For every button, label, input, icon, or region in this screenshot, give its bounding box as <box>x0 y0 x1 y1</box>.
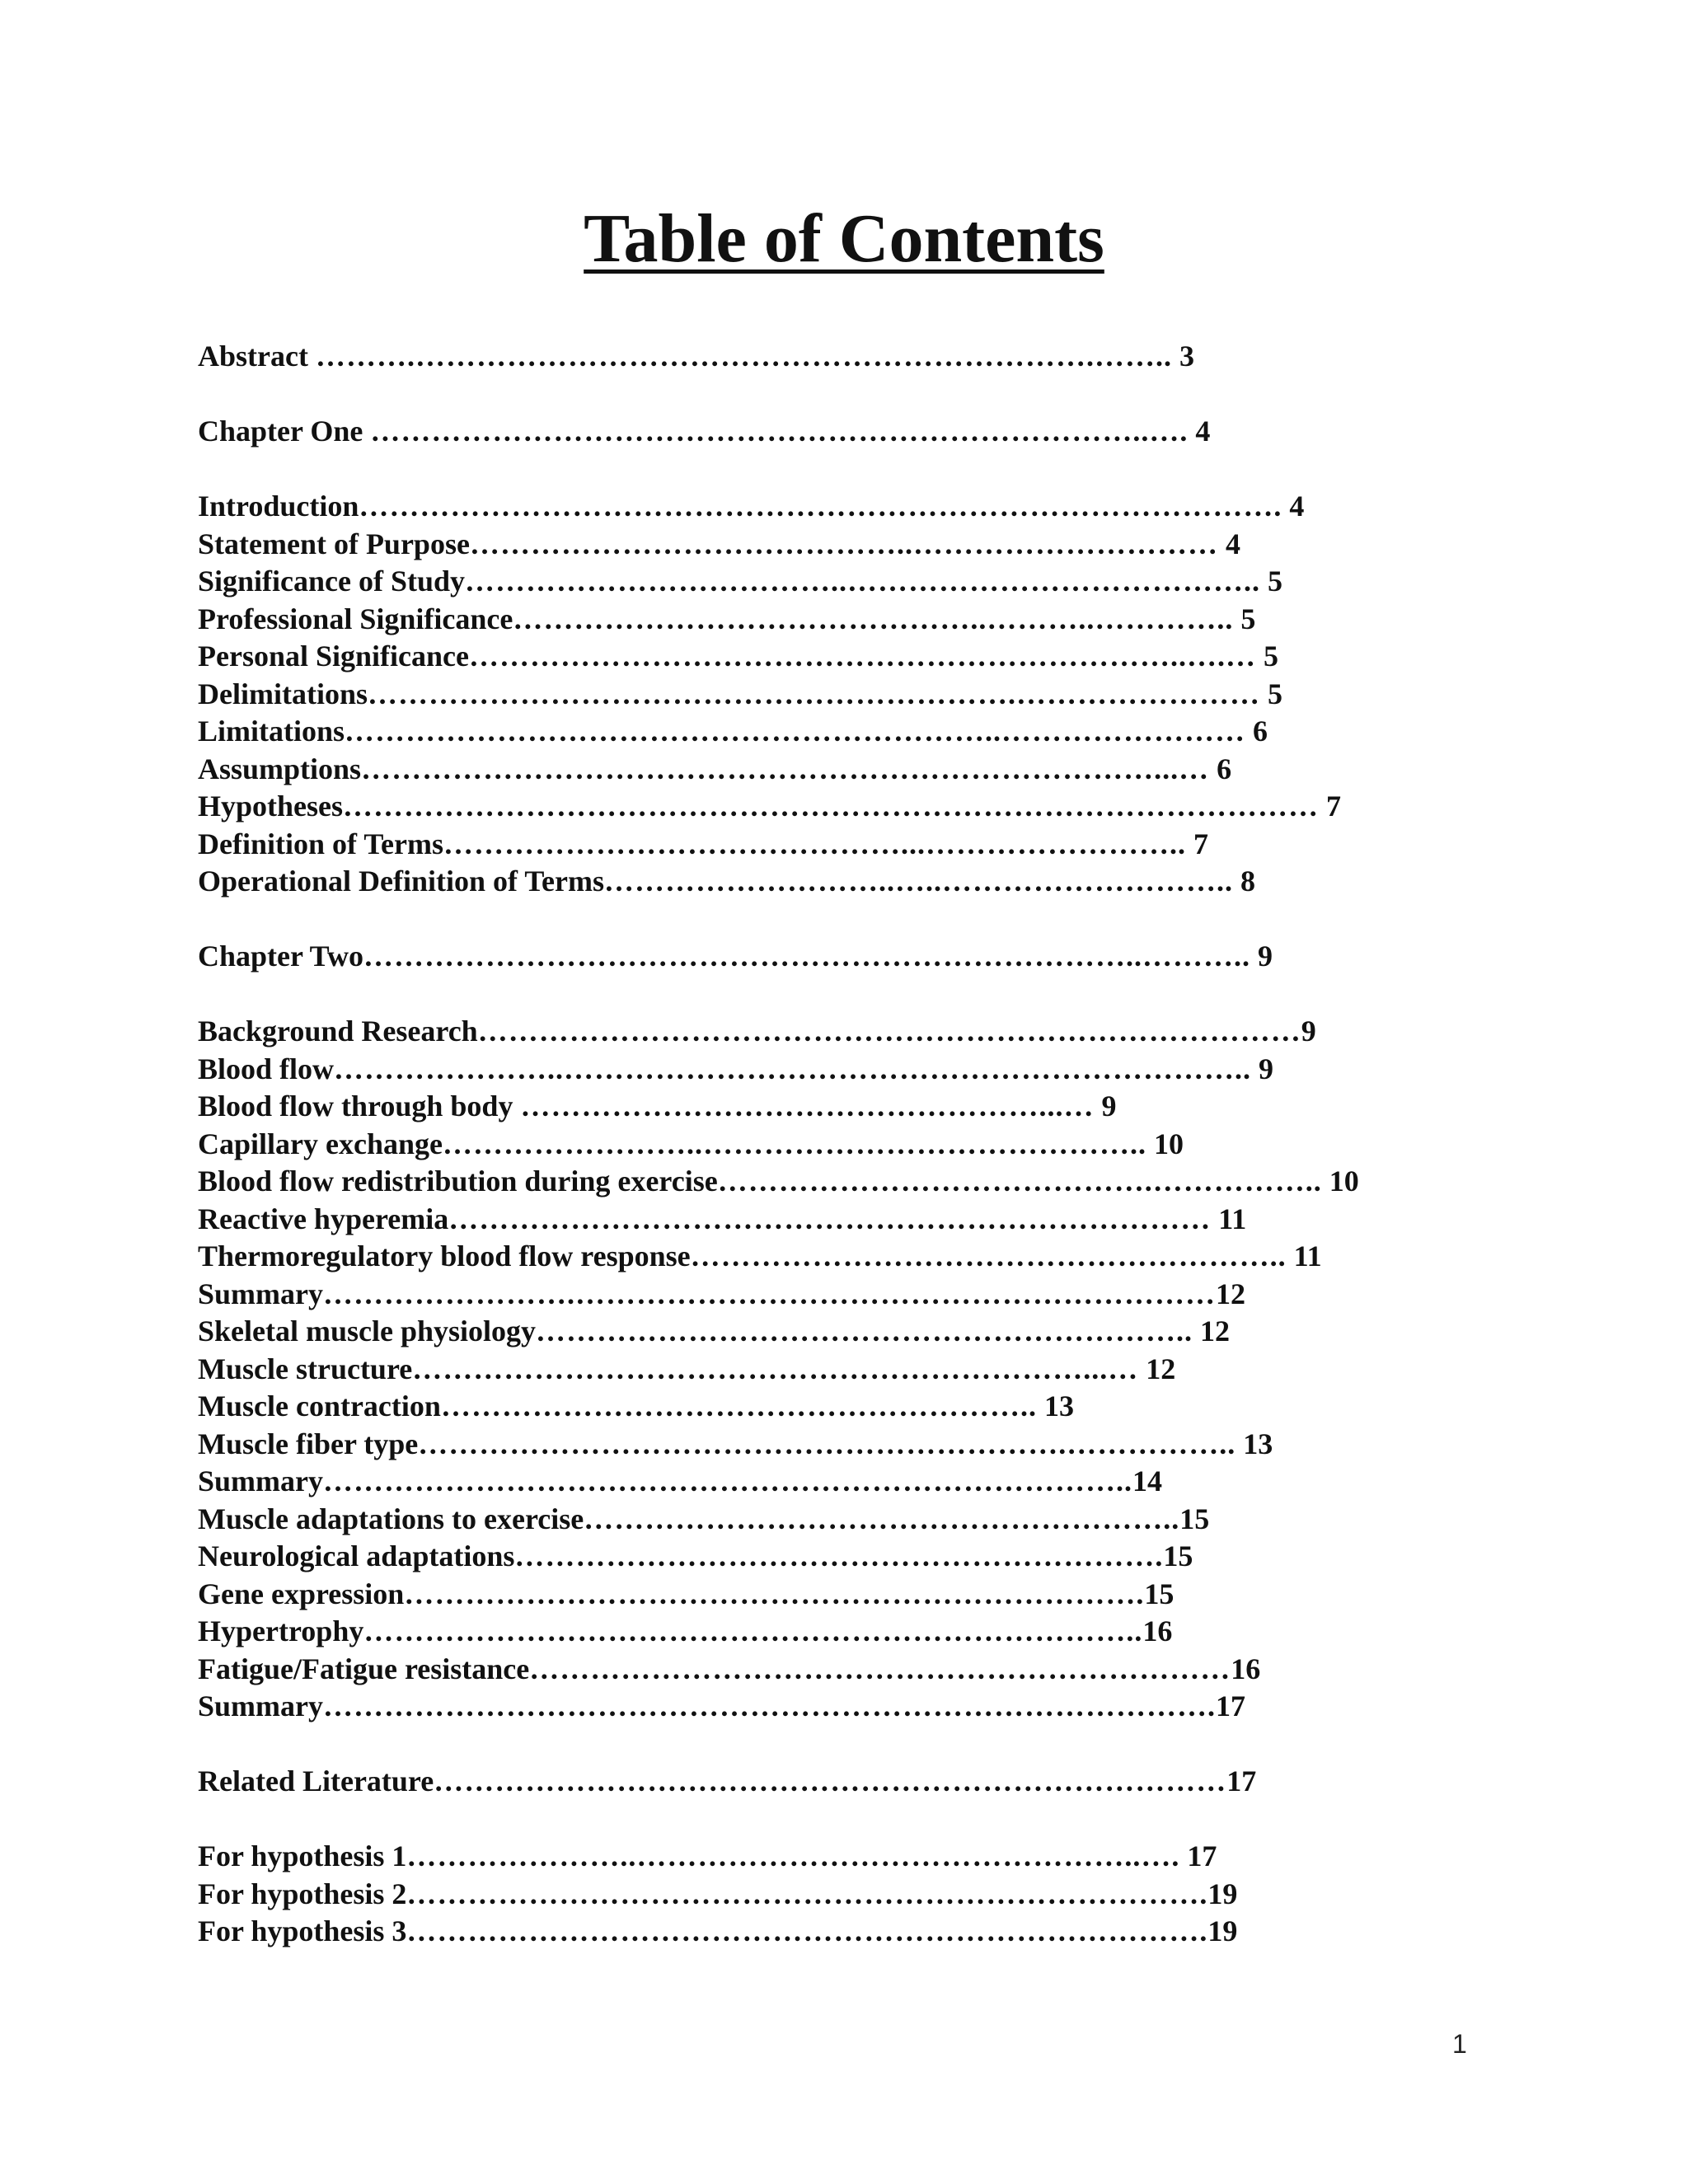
table-of-contents <box>198 338 1359 1951</box>
toc-entry <box>198 1538 1359 1576</box>
toc-entry-page: 9 <box>1250 940 1273 972</box>
toc-entry <box>198 1688 1359 1726</box>
toc-entry <box>198 1388 1359 1426</box>
toc-entry-page: 4 <box>1188 415 1211 448</box>
toc-entry <box>198 1838 1359 1876</box>
toc-entry-leader: ………………………………………………………. <box>514 1540 1164 1572</box>
toc-entry-leader: ………………………………………...…………………….. <box>443 827 1187 860</box>
toc-entry-leader: …………………………………………………………………..……….. <box>363 940 1251 972</box>
toc-entry-label: Gene expression <box>198 1577 405 1610</box>
toc-entry <box>198 826 1359 864</box>
toc-entry <box>198 338 1359 376</box>
toc-entry-page: 12 <box>1216 1277 1245 1310</box>
toc-entry-page: 10 <box>1146 1127 1184 1160</box>
toc-entry-leader: …………………………………………………………...… <box>412 1352 1139 1385</box>
toc-entry-label: For hypothesis 1 <box>198 1840 407 1872</box>
toc-entry-leader: …………………………………………………………………..…. <box>370 415 1189 448</box>
toc-entry-page: 19 <box>1207 1915 1238 1947</box>
toc-entry <box>198 788 1359 826</box>
toc-entry-leader: …………………..………………………………………………………….. <box>334 1052 1252 1085</box>
toc-entry-page: 6 <box>1245 715 1268 748</box>
toc-entry-label: Abstract <box>198 340 316 373</box>
toc-entry-label: Professional Significance <box>198 602 513 635</box>
toc-entry-label: Blood flow <box>198 1052 335 1085</box>
toc-entry-leader: …………………..…………………………………………..…. <box>406 1840 1180 1872</box>
toc-entry-leader: ………………………………………………………………….. <box>363 1615 1143 1647</box>
toc-entry-leader: …………………….……………………………………………………… <box>323 1277 1216 1310</box>
toc-entry <box>198 1088 1359 1126</box>
toc-entry-label: Fatigue/Fatigue resistance <box>198 1652 530 1685</box>
toc-entry <box>198 638 1359 676</box>
toc-entry-page: 5 <box>1259 677 1282 710</box>
toc-entry-leader: ……………………………………………...… <box>520 1090 1095 1122</box>
toc-entry <box>198 1613 1359 1651</box>
toc-entry-label: Hypertrophy <box>198 1615 364 1647</box>
toc-entry-leader: ………………………………………………….. <box>440 1390 1037 1422</box>
toc-entry-label: Related Literature <box>198 1765 434 1797</box>
toc-entry-page: 6 <box>1209 752 1232 785</box>
toc-entry <box>198 1013 1359 1051</box>
toc-entry-page: 12 <box>1138 1352 1176 1385</box>
toc-entry-label: Neurological adaptations <box>198 1540 515 1572</box>
toc-entry-label: Delimitations <box>198 677 368 710</box>
toc-entry-label: Background Research <box>198 1015 478 1047</box>
toc-entry-page: 4 <box>1282 490 1305 523</box>
toc-entry-leader: ………………………………………..………..………….. <box>513 602 1234 635</box>
toc-entry <box>198 1501 1359 1539</box>
toc-entry-label: Chapter Two <box>198 940 364 972</box>
toc-entry <box>198 1351 1359 1389</box>
toc-spacer <box>198 976 1359 1014</box>
toc-entry-label: Muscle structure <box>198 1352 413 1385</box>
toc-entry-leader: ……………………………………………………….. <box>536 1315 1193 1347</box>
toc-entry <box>198 1238 1359 1276</box>
toc-entry-leader: ……………………..…………………………………….. <box>442 1127 1146 1160</box>
toc-entry-page: 9 <box>1251 1052 1274 1085</box>
toc-entry-page: 5 <box>1233 602 1256 635</box>
toc-entry-page: 15 <box>1179 1502 1210 1535</box>
toc-entry-leader: ……………………………………………………….…………………… <box>367 677 1260 710</box>
toc-entry-leader: ……………………………………………………………………...… <box>361 752 1210 785</box>
toc-entry <box>198 1313 1359 1351</box>
toc-entry-label: Skeletal muscle physiology <box>198 1315 537 1347</box>
toc-entry-page: 15 <box>1163 1540 1193 1572</box>
toc-entry-leader: ……………………………………………………………………………. <box>323 1690 1216 1722</box>
toc-entry-page: 15 <box>1144 1577 1175 1610</box>
toc-entry <box>198 863 1359 901</box>
toc-entry-leader: ……………………………………………………….…………….. <box>418 1427 1236 1460</box>
toc-entry-page: 7 <box>1319 790 1342 823</box>
toc-entry <box>198 601 1359 639</box>
title-text: Table of Contents <box>584 200 1104 277</box>
toc-entry <box>198 1276 1359 1314</box>
toc-entry <box>198 526 1359 564</box>
toc-entry <box>198 1651 1359 1689</box>
toc-entry-leader: …………………………………………………………………………………… <box>343 790 1320 823</box>
toc-spacer <box>198 451 1359 489</box>
page-number: 1 <box>1452 2029 1467 2059</box>
toc-spacer <box>198 376 1359 414</box>
toc-entry-leader: …………………………………….…………….. <box>717 1165 1322 1197</box>
toc-entry-leader: ………………………………………………………..…………………… <box>345 715 1246 748</box>
toc-entry-label: Muscle contraction <box>198 1390 441 1422</box>
toc-entry-label: Introduction <box>198 490 359 523</box>
toc-entry-label: Statement of Purpose <box>198 527 470 560</box>
toc-entry <box>198 713 1359 751</box>
toc-entry-page: 13 <box>1036 1390 1074 1422</box>
toc-entry-label: For hypothesis 2 <box>198 1877 407 1910</box>
toc-entry <box>198 751 1359 789</box>
toc-entry <box>198 1201 1359 1239</box>
toc-entry <box>198 563 1359 601</box>
toc-entry-label: Significance of Study <box>198 565 466 598</box>
toc-entry-label: Muscle adaptations to exercise <box>198 1502 584 1535</box>
toc-entry-leader: ………………………………..………………………………….. <box>465 565 1261 598</box>
toc-spacer <box>198 901 1359 939</box>
toc-entry-leader: ……….………………………………………………………….…….. <box>315 340 1172 373</box>
toc-entry-label: For hypothesis 3 <box>198 1915 407 1947</box>
toc-entry <box>198 1763 1359 1801</box>
toc-entry-label: Personal Significance <box>198 640 469 673</box>
toc-entry-label: Summary <box>198 1277 323 1310</box>
toc-entry-page: 13 <box>1236 1427 1273 1460</box>
toc-entry-leader: …………………………………………………………………… <box>434 1765 1227 1797</box>
toc-entry-page: 17 <box>1179 1840 1217 1872</box>
toc-entry <box>198 1913 1359 1951</box>
toc-entry-leader: ……………………………………………………………………. <box>406 1915 1208 1947</box>
toc-entry-page: 19 <box>1207 1877 1238 1910</box>
toc-entry-page: 8 <box>1233 865 1255 898</box>
toc-entry-label: Blood flow redistribution during exercise <box>198 1165 718 1197</box>
toc-entry-label: Reactive hyperemia <box>198 1202 449 1235</box>
toc-entry-label: Operational Definition of Terms <box>198 865 604 898</box>
toc-entry-leader: ………………………………………………….. <box>690 1240 1287 1272</box>
toc-entry <box>198 488 1359 526</box>
toc-entry-label: Assumptions <box>198 752 362 785</box>
toc-entry-label: Summary <box>198 1690 323 1722</box>
toc-entry-page: 11 <box>1286 1240 1322 1272</box>
toc-entry-page: 5 <box>1260 565 1283 598</box>
toc-entry-page: 4 <box>1217 527 1240 560</box>
toc-entry <box>198 1426 1359 1464</box>
toc-entry <box>198 1163 1359 1201</box>
toc-entry-label: Hypotheses <box>198 790 344 823</box>
toc-entry-page: 14 <box>1132 1465 1162 1497</box>
toc-entry-page: 16 <box>1231 1652 1261 1685</box>
toc-entry-leader: ……………………………………………………………………… <box>477 1015 1301 1047</box>
toc-entry <box>198 1463 1359 1501</box>
toc-entry <box>198 1051 1359 1089</box>
toc-entry-page: 17 <box>1226 1765 1257 1797</box>
toc-entry-page: 7 <box>1186 827 1209 860</box>
toc-entry-leader: ………………………………………………………………. <box>404 1577 1145 1610</box>
toc-entry-leader: …………………………………………………………… <box>529 1652 1231 1685</box>
toc-entry-label: Summary <box>198 1465 323 1497</box>
toc-entry-page: 16 <box>1142 1615 1173 1647</box>
toc-entry-label: Blood flow through body <box>198 1090 521 1122</box>
toc-entry-label: Definition of Terms <box>198 827 444 860</box>
toc-entry-label: Chapter One <box>198 415 371 448</box>
toc-entry <box>198 938 1359 976</box>
toc-entry <box>198 1576 1359 1614</box>
toc-entry-leader: ……………………………………………………………..….… <box>468 640 1256 673</box>
toc-spacer <box>198 1726 1359 1764</box>
toc-entry-label: Muscle fiber type <box>198 1427 419 1460</box>
toc-entry-leader: ………………………………………………….. <box>584 1502 1180 1535</box>
toc-entry-leader: ………………………..…..……………………….. <box>604 865 1233 898</box>
toc-entry-leader: ……………………………………..………………………… <box>469 527 1218 560</box>
toc-entry-page: 17 <box>1216 1690 1245 1722</box>
toc-entry <box>198 413 1359 451</box>
toc-entry-page: 10 <box>1321 1165 1359 1197</box>
toc-entry-leader: ………………………………………………………………………………. <box>359 490 1282 523</box>
toc-entry-page: 9 <box>1301 1015 1316 1047</box>
toc-entry-leader: ……………………………………………………………………. <box>406 1877 1208 1910</box>
toc-entry <box>198 1876 1359 1914</box>
toc-entry-page: 12 <box>1193 1315 1231 1347</box>
toc-entry <box>198 1126 1359 1164</box>
toc-entry-label: Limitations <box>198 715 345 748</box>
toc-entry <box>198 676 1359 714</box>
toc-entry-page: 9 <box>1094 1090 1117 1122</box>
toc-entry-leader: …………………………………………………………………….. <box>323 1465 1132 1497</box>
toc-entry-leader: ………………………………………………………………… <box>448 1202 1212 1235</box>
toc-entry-page: 3 <box>1171 340 1194 373</box>
toc-entry-label: Thermoregulatory blood flow response <box>198 1240 691 1272</box>
page-title <box>0 198 1688 280</box>
toc-entry-page: 11 <box>1211 1202 1247 1235</box>
toc-spacer <box>198 1801 1359 1839</box>
toc-entry-page: 5 <box>1255 640 1278 673</box>
toc-entry-label: Capillary exchange <box>198 1127 443 1160</box>
